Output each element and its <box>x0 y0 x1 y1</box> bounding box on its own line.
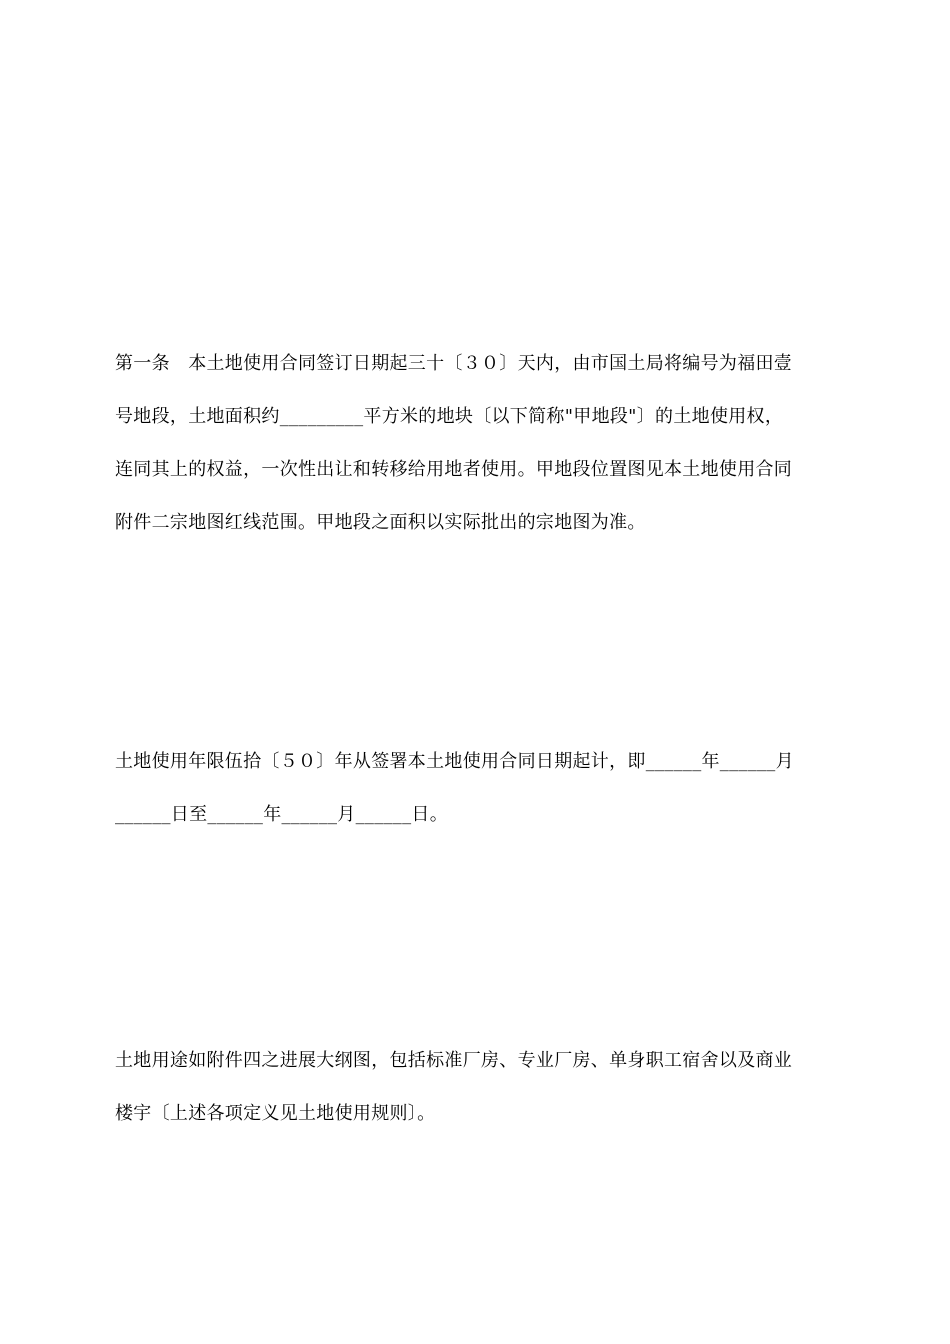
paragraph-line: 楼宇〔上述各项定义见土地使用规则〕。 <box>115 1103 436 1124</box>
paragraph-line: 号地段，土地面积约_________平方米的地块〔以下简称"甲地段"〕的土地使用权， <box>115 406 784 427</box>
paragraph-article-1 <box>115 337 840 549</box>
paragraph-line: 连同其上的权益，一次性出让和转移给用地者使用。甲地段位置图见本土地使用合同 <box>115 459 793 480</box>
paragraph-line: 土地用途如附件四之进展大纲图，包括标准厂房、专业厂房、单身职工宿舍以及商业 <box>115 1050 793 1071</box>
paragraph-line: 土地使用年限伍拾〔５０〕年从签署本土地使用合同日期起计，即______年______月 <box>115 751 794 772</box>
paragraph-land-use-term <box>115 735 840 841</box>
paragraph-line: 第一条 本土地使用合同签订日期起三十〔３０〕天内，由市国土局将编号为福田壹 <box>115 353 793 374</box>
paragraph-line: 附件二宗地图红线范围。甲地段之面积以实际批出的宗地图为准。 <box>115 512 646 533</box>
paragraph-line: ______日至______年______月______日。 <box>115 804 448 825</box>
paragraph-land-purpose <box>115 1034 840 1140</box>
